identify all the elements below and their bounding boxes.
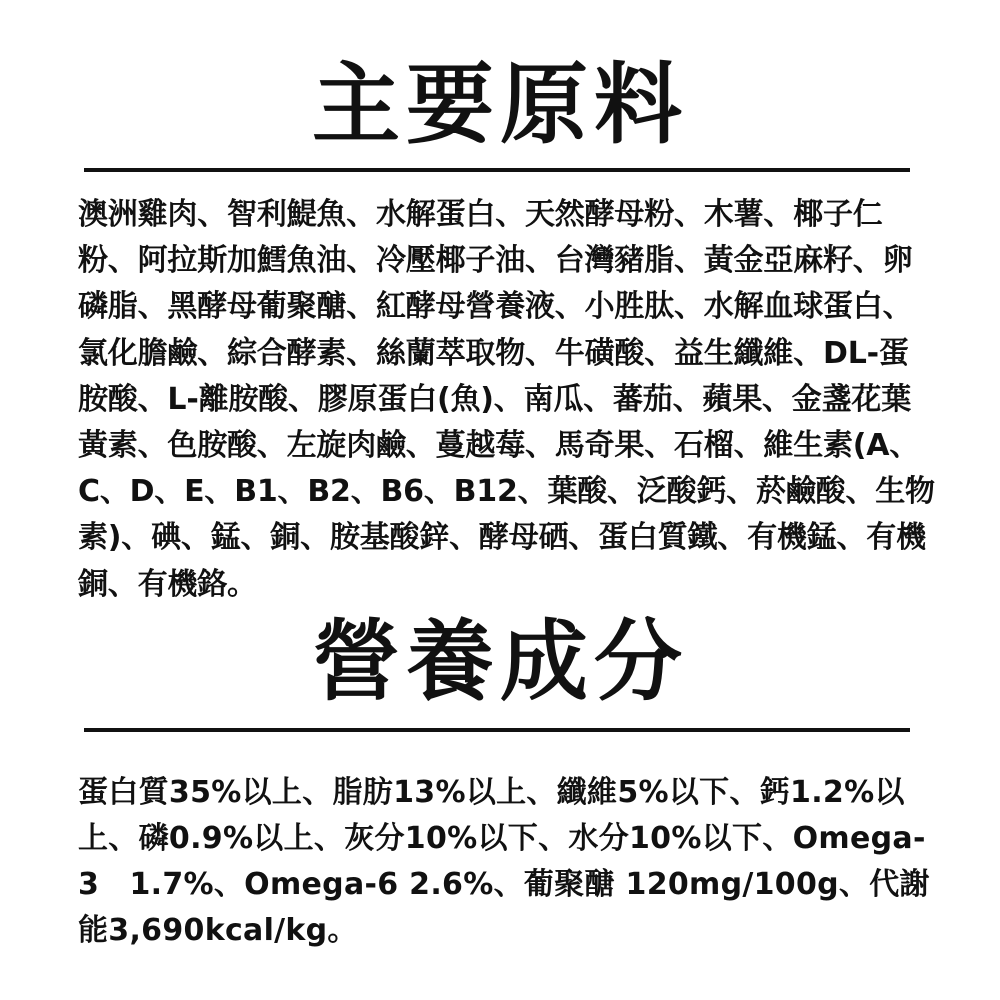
nutrition-title: 營養成分 <box>311 610 688 713</box>
nutrition-analysis: 蛋白質35%以上、脂肪13%以上、纖維5%以下、鈣1.2%以上、磷0.9%以上、灰分10%以下、水分10%以下、Omega-3 1.7%、Omega-6 2.6%、葡聚醣 120mg/100g、代謝能3,690kcal/kg。 <box>78 775 930 948</box>
ingredients-title: 主要原料 <box>311 53 688 156</box>
ingredients-list: 澳洲雞肉、智利鯷魚、水解蛋白、天然酵母粉、木薯、椰子仁粉、阿拉斯加鱈魚油、冷壓椰子油、台灣豬脂、黃金亞麻籽、卵磷脂、黑酵母葡聚醣、紅酵母營養液、小胜肽、水解血球蛋白、氯化膽鹼、綜合酵素、絲蘭萃取物、牛磺酸、益生纖維、DL-蛋胺酸、L-離胺酸、膠原蛋白(魚)、南瓜、蕃茄、蘋果、金盞花葉黃素、色胺酸、左旋肉鹼、蔓越莓、馬奇果、石榴、維生素(A、C、D、E、B1、B2、B6、B12、葉酸、泛酸鈣、菸鹼酸、生物素)、碘、錳、銅、胺基酸鋅、酵母硒、蛋白質鐵、有機錳、有機銅、有機鉻。 <box>78 197 935 602</box>
ingredients-divider <box>84 168 910 172</box>
nutrition-divider <box>84 728 910 732</box>
